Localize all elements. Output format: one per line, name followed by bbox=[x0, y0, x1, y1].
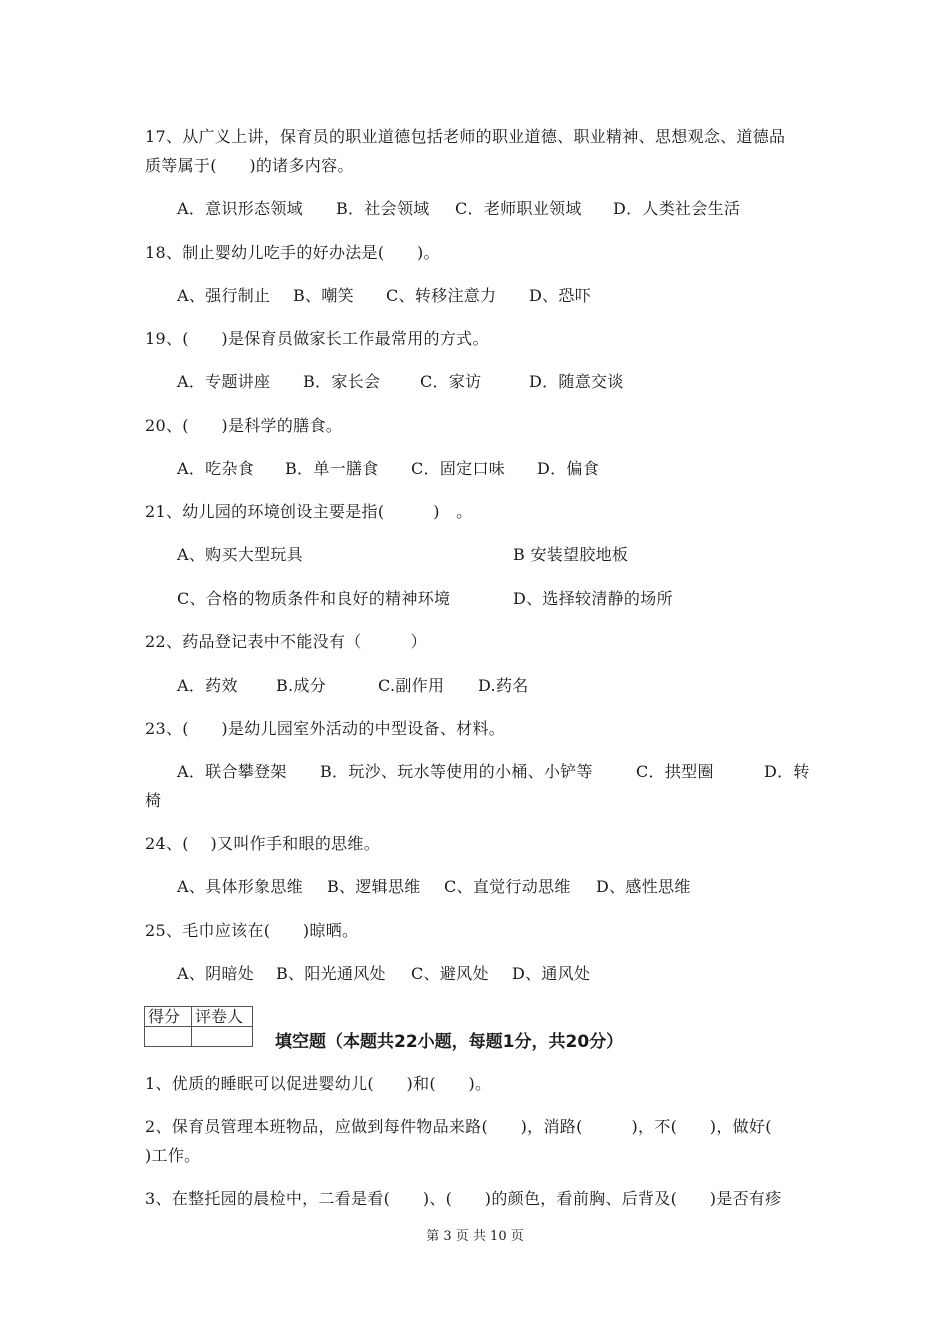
question-19-text: 19、( )是保育员做家长工作最常用的方式。 bbox=[145, 329, 489, 348]
q24-option-b: B、逻辑思维 bbox=[327, 877, 421, 896]
q19-option-d: D．随意交谈 bbox=[529, 372, 624, 391]
q18-option-b: B、嘲笑 bbox=[293, 286, 354, 305]
q19-option-c: C．家访 bbox=[420, 372, 482, 391]
q23-option-d: D．转 bbox=[764, 762, 810, 781]
q23-option-b: B．玩沙、玩水等使用的小桶、小铲等 bbox=[320, 762, 593, 781]
q19-option-a: A．专题讲座 bbox=[177, 372, 271, 391]
fill-question-2: 2、保育员管理本班物品，应做到每件物品来路( )，消路( )，不( )，做好( bbox=[145, 1117, 772, 1136]
question-21-text: 21、幼儿园的环境创设主要是指( ) 。 bbox=[145, 502, 473, 521]
q22-option-c: C.副作用 bbox=[378, 676, 445, 695]
q20-option-c: C．固定口味 bbox=[411, 459, 506, 478]
q17-option-c: C．老师职业领域 bbox=[455, 199, 582, 218]
question-17-text-cont: 质等属于( )的诸多内容。 bbox=[145, 156, 354, 175]
q23-option-a: A．联合攀登架 bbox=[177, 762, 287, 781]
question-23-text: 23、( )是幼儿园室外活动的中型设备、材料。 bbox=[145, 719, 506, 738]
q21-option-d: D、选择较清静的场所 bbox=[513, 589, 673, 608]
q22-option-d: D.药名 bbox=[478, 676, 529, 695]
q23-option-c: C．拱型圈 bbox=[636, 762, 714, 781]
section-title: 填空题（本题共22小题，每题1分，共20分） bbox=[275, 1032, 624, 1052]
question-18-text: 18、制止婴幼儿吃手的好办法是( )。 bbox=[145, 243, 440, 262]
q24-option-a: A、具体形象思维 bbox=[177, 877, 303, 896]
fill-question-1: 1、优质的睡眠可以促进婴幼儿( )和( )。 bbox=[145, 1074, 492, 1093]
score-cell bbox=[145, 1027, 192, 1047]
fill-question-3: 3、在整托园的晨检中，二看是看( )、( )的颜色，看前胸、后背及( )是否有疹 bbox=[145, 1189, 782, 1208]
q22-option-a: A．药效 bbox=[177, 676, 238, 695]
score-label: 得分 bbox=[145, 1007, 192, 1027]
score-box bbox=[144, 1006, 253, 1047]
grader-cell bbox=[192, 1027, 253, 1047]
q20-option-d: D．偏食 bbox=[537, 459, 600, 478]
question-17-text: 17、从广义上讲，保育员的职业道德包括老师的职业道德、职业精神、思想观念、道德品 bbox=[145, 127, 786, 146]
q21-option-c: C、合格的物质条件和良好的精神环境 bbox=[177, 589, 451, 608]
q20-option-a: A．吃杂食 bbox=[177, 459, 255, 478]
q18-option-d: D、恐吓 bbox=[529, 286, 592, 305]
q25-option-c: C、避风处 bbox=[411, 964, 489, 983]
grader-label: 评卷人 bbox=[192, 1007, 253, 1027]
question-25-text: 25、毛巾应该在( )晾晒。 bbox=[145, 921, 359, 940]
fill-question-2-cont: )工作。 bbox=[145, 1146, 201, 1165]
q17-option-a: A．意识形态领域 bbox=[177, 199, 303, 218]
question-22-text: 22、药品登记表中不能没有（ ） bbox=[145, 632, 427, 651]
q17-option-b: B．社会领域 bbox=[336, 199, 430, 218]
q17-option-d: D．人类社会生活 bbox=[613, 199, 741, 218]
q25-option-b: B、阳光通风处 bbox=[276, 964, 386, 983]
q18-option-a: A、强行制止 bbox=[177, 286, 271, 305]
q25-option-a: A、阴暗处 bbox=[177, 964, 255, 983]
q24-option-c: C、直觉行动思维 bbox=[444, 877, 571, 896]
q23-option-d-wrap: 椅 bbox=[145, 791, 162, 810]
q18-option-c: C、转移注意力 bbox=[386, 286, 497, 305]
q25-option-d: D、通风处 bbox=[512, 964, 591, 983]
q21-option-a: A、购买大型玩具 bbox=[177, 545, 303, 564]
q24-option-d: D、感性思维 bbox=[596, 877, 691, 896]
question-20-text: 20、( )是科学的膳食。 bbox=[145, 416, 343, 435]
q20-option-b: B．单一膳食 bbox=[285, 459, 379, 478]
q21-option-b: B 安装望胶地板 bbox=[513, 545, 629, 564]
q19-option-b: B．家长会 bbox=[303, 372, 381, 391]
question-24-text: 24、( )又叫作手和眼的思维。 bbox=[145, 834, 381, 853]
page-footer: 第 3 页 共 10 页 bbox=[426, 1229, 524, 1244]
q22-option-b: B.成分 bbox=[276, 676, 327, 695]
